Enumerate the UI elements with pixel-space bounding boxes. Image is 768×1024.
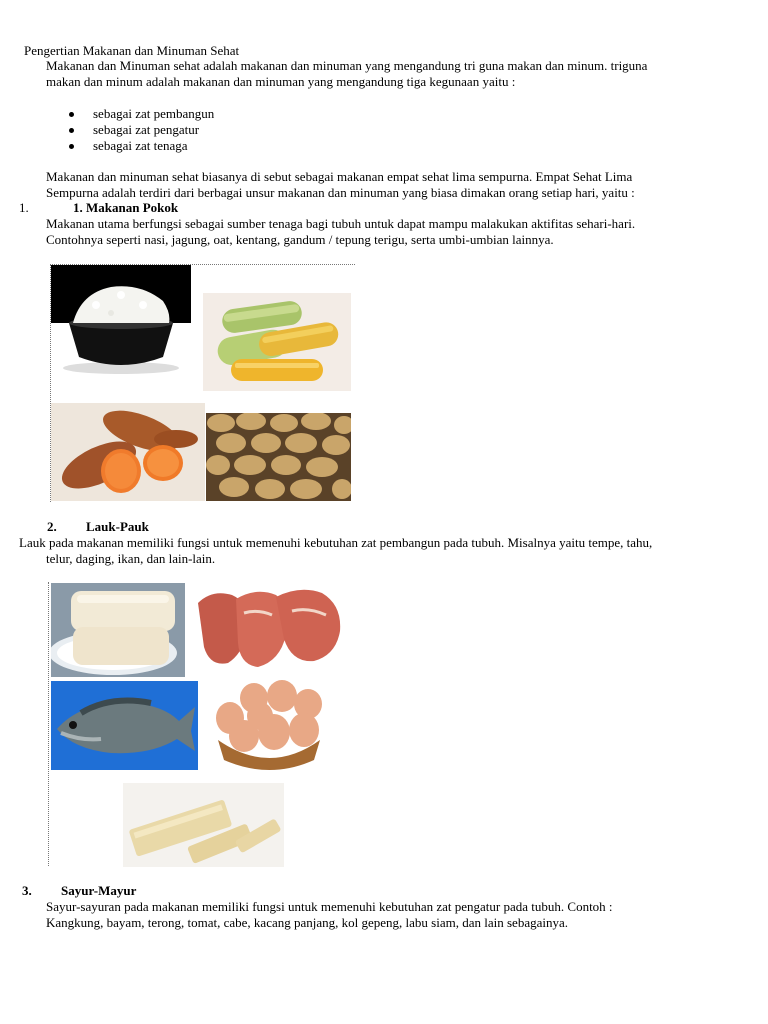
fish-image — [51, 681, 198, 770]
tofu-image — [51, 583, 185, 677]
page-title: Pengertian Makanan dan Minuman Sehat — [24, 43, 240, 58]
rice-bowl-image — [51, 265, 191, 375]
meat-image — [192, 583, 353, 673]
section1-outer-number: 1. — [19, 200, 29, 215]
bullet-item: sebagai zat tenaga — [93, 138, 188, 153]
section3-heading: Sayur-Mayur — [61, 883, 137, 898]
intro-line-1: Makanan dan Minuman sehat adalah makanan dan minuman yang mengandung tri guna makan dan minum. triguna — [46, 58, 648, 73]
image-frame-left — [48, 582, 49, 866]
bullet-marker — [69, 128, 74, 133]
corn-image — [203, 293, 351, 391]
section3-line-1: Sayur-sayuran pada makanan memiliki fungsi untuk memenuhi kebutuhan zat pengatur pada tubuh. Contoh : — [46, 899, 613, 914]
section1-line-1: Makanan utama berfungsi sebagai sumber tenaga bagi tubuh untuk dapat mampu malakukan aktifitas sehari-hari. — [46, 216, 636, 231]
sweet-potato-image — [51, 403, 205, 501]
section2-heading: Lauk-Pauk — [86, 519, 149, 534]
section3-line-2: Kangkung, bayam, terong, tomat, cabe, kacang panjang, kol gepeng, labu siam, dan lain sebagainya. — [46, 915, 568, 930]
section1-line-2: Contohnya seperti nasi, jagung, oat, kentang, gandum / tepung terigu, serta umbi-umbian lainnya. — [46, 232, 554, 247]
tempeh-image — [123, 783, 284, 867]
bullet-item: sebagai zat pembangun — [93, 106, 215, 121]
section2-line-2: telur, daging, ikan, dan lain-lain. — [46, 551, 216, 566]
bullet-item: sebagai zat pengatur — [93, 122, 200, 137]
bullet-marker — [69, 112, 74, 117]
section2-line-1: Lauk pada makanan memiliki fungsi untuk memenuhi kebutuhan zat pembangun pada tubuh. Misalnya yaitu tempe, tahu, — [19, 535, 653, 550]
section2-number: 2. — [47, 519, 57, 534]
bullet-marker — [69, 144, 74, 149]
eggs-image — [210, 680, 328, 770]
potatoes-image — [206, 413, 351, 501]
para2-line-2: Sempurna adalah terdiri dari berbagai unsur makanan dan minuman yang biasa dimakan orang setiap hari, yaitu : — [46, 185, 635, 200]
para2-line-1: Makanan dan minuman sehat biasanya di sebut sebagai makanan empat sehat lima sempurna. Empat Sehat Lima — [46, 169, 633, 184]
section1-heading: 1. Makanan Pokok — [73, 200, 179, 215]
section3-number: 3. — [22, 883, 32, 898]
intro-line-2: makan dan minum adalah makanan dan minuman yang mengandung tiga kegunaan yaitu : — [46, 74, 516, 89]
